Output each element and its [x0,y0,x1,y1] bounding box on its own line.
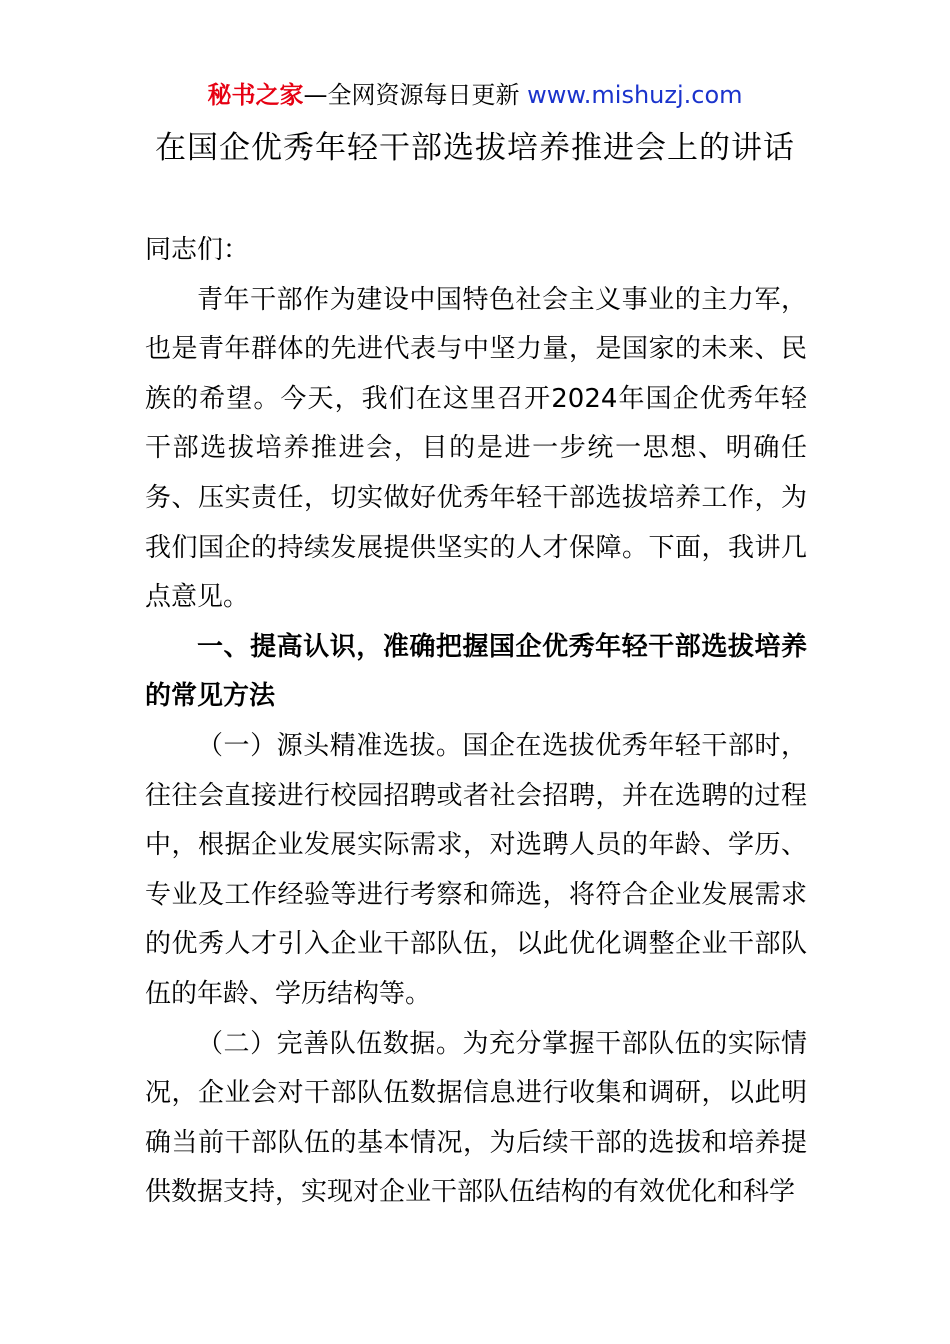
site-url: www.mishuzj.com [527,81,743,109]
header-tagline: —全网资源每日更新 [303,81,528,109]
section-heading: 一、提高认识，准确把握国企优秀年轻干部选拔培养的常见方法 [145,631,807,712]
document-body [145,226,807,1218]
intro-paragraph: 青年干部作为建设中国特色社会主义事业的主力军，也是青年群体的先进代表与中坚力量，是国家的未来、民族的希望。今天，我们在这里召开2024年国企优秀年轻干部选拔培养推进会，目的是进一步统一思想、明确任务、压实责任，切实做好优秀年轻干部选拔培养工作，为我们国企的持续发展提供坚实的人才保障。下面，我讲几点意见。 [145,284,807,613]
document-title: 在国企优秀年轻干部选拔培养推进会上的讲话 [155,130,795,166]
body-paragraph: （二）完善队伍数据。为充分掌握干部队伍的实际情况，企业会对干部队伍数据信息进行收集和调研，以此明确当前干部队伍的基本情况，为后续干部的选拔和培养提供数据支持，实现对企业干部队伍结构的有效优化和科学 [145,1028,807,1208]
brand-name: 秘书之家 [207,81,304,109]
body-paragraph: （一）源头精准选拔。国企在选拔优秀年轻干部时，往往会直接进行校园招聘或者社会招聘，并在选聘的过程中，根据企业发展实际需求，对选聘人员的年龄、学历、专业及工作经验等进行考察和筛选，将符合企业发展需求的优秀人才引入企业干部队伍，以此优化调整企业干部队伍的年龄、学历结构等。 [145,730,807,1009]
site-header [0,78,950,112]
salutation: 同志们： [145,235,250,265]
